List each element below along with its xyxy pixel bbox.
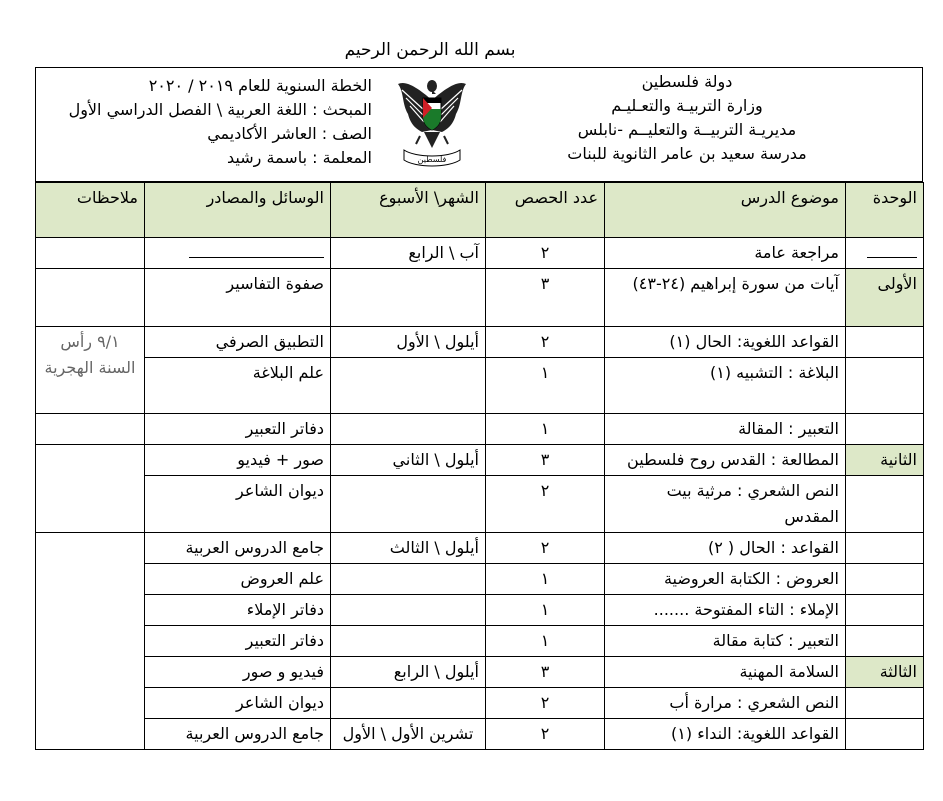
unit-cell xyxy=(846,719,924,750)
ministry-line-3: مديريـة التربيــة والتعليــم -نابلس xyxy=(577,120,797,139)
lesson-cell: مراجعة عامة xyxy=(605,238,846,269)
resources-cell: ديوان الشاعر xyxy=(145,688,331,719)
notes-cell xyxy=(36,269,145,327)
periods-cell: ١ xyxy=(486,358,605,414)
column-header-notes: ملاحظات xyxy=(36,183,145,238)
periods-cell: ١ xyxy=(486,626,605,657)
unit-cell xyxy=(846,238,924,269)
resources-cell: دفاتر التعبير xyxy=(145,414,331,445)
ministry-line-1: دولة فلسطين xyxy=(641,72,733,91)
month-week-cell: أيلول \ الثاني xyxy=(331,445,486,476)
column-header-unit: الوحدة xyxy=(846,183,924,238)
unit-cell xyxy=(846,595,924,626)
ministry-line-4: مدرسة سعيد بن عامر الثانوية للبنات xyxy=(567,144,807,163)
unit-cell: الأولى xyxy=(846,269,924,327)
resources-cell: علم البلاغة xyxy=(145,358,331,414)
unit-cell xyxy=(846,564,924,595)
periods-cell: ٢ xyxy=(486,327,605,358)
resources-cell: ديوان الشاعر xyxy=(145,476,331,533)
table-row xyxy=(36,414,924,445)
month-week-cell: آب \ الرابع xyxy=(331,238,486,269)
month-week-cell: أيلول \ الأول xyxy=(331,327,486,358)
lesson-cell: التعبير : كتابة مقالة xyxy=(605,626,846,657)
periods-cell: ٣ xyxy=(486,657,605,688)
periods-cell: ١ xyxy=(486,414,605,445)
month-week-cell xyxy=(331,414,486,445)
lesson-cell: القواعد : الحال ( ٢) xyxy=(605,533,846,564)
table-row xyxy=(36,238,924,269)
document-header xyxy=(35,67,923,182)
lesson-cell: النص الشعري : مرثية بيت المقدس xyxy=(605,476,846,533)
periods-cell: ٣ xyxy=(486,445,605,476)
month-week-cell xyxy=(331,564,486,595)
ministry-block xyxy=(537,70,837,166)
unit-cell xyxy=(846,358,924,414)
blank-line xyxy=(189,241,324,258)
resources-cell: علم العروض xyxy=(145,564,331,595)
resources-cell: جامع الدروس العربية xyxy=(145,533,331,564)
annual-plan-table xyxy=(35,182,924,750)
basmala-heading: بسم الله الرحمن الرحيم xyxy=(344,40,516,60)
palestine-emblem-icon xyxy=(396,70,468,170)
table-row xyxy=(36,564,924,595)
periods-cell: ١ xyxy=(486,564,605,595)
notes-cell xyxy=(36,445,145,533)
resources-cell: دفاتر الإملاء xyxy=(145,595,331,626)
unit-cell: الثانية xyxy=(846,445,924,476)
plan-year: الخطة السنوية للعام ٢٠١٩ / ٢٠٢٠ xyxy=(148,76,372,95)
periods-cell: ٣ xyxy=(486,269,605,327)
table-row xyxy=(36,327,924,358)
unit-cell xyxy=(846,414,924,445)
table-row xyxy=(36,533,924,564)
unit-cell xyxy=(846,626,924,657)
unit-cell xyxy=(846,533,924,564)
resources-cell: صفوة التفاسير xyxy=(145,269,331,327)
column-header-month-week: الشهر\ الأسبوع xyxy=(331,183,486,238)
month-week-cell xyxy=(331,476,486,533)
month-week-cell: تشرين الأول \ الأول xyxy=(331,719,486,750)
periods-cell: ٢ xyxy=(486,688,605,719)
svg-text:فلسطين: فلسطين xyxy=(417,155,447,164)
plan-teacher: المعلمة : باسمة رشيد xyxy=(227,148,372,167)
month-week-cell: أيلول \ الرابع xyxy=(331,657,486,688)
resources-cell: صور + فيديو xyxy=(145,445,331,476)
lesson-cell: النص الشعري : مرارة أب xyxy=(605,688,846,719)
lesson-cell: العروض : الكتابة العروضية xyxy=(605,564,846,595)
notes-cell xyxy=(36,533,145,750)
table-row xyxy=(36,269,924,327)
unit-cell xyxy=(846,476,924,533)
table-row xyxy=(36,358,924,414)
resources-cell xyxy=(145,238,331,269)
table-header-row xyxy=(36,183,924,238)
table-row xyxy=(36,719,924,750)
month-week-cell xyxy=(331,269,486,327)
column-header-periods: عدد الحصص xyxy=(486,183,605,238)
table-row xyxy=(36,688,924,719)
table-row xyxy=(36,626,924,657)
lesson-cell: البلاغة : التشبيه (١) xyxy=(605,358,846,414)
month-week-cell xyxy=(331,358,486,414)
resources-cell: التطبيق الصرفي xyxy=(145,327,331,358)
month-week-cell xyxy=(331,626,486,657)
unit-cell xyxy=(846,688,924,719)
lesson-cell: القواعد اللغوية: الحال (١) xyxy=(605,327,846,358)
unit-cell: الثالثة xyxy=(846,657,924,688)
plan-subject: المبحث : اللغة العربية \ الفصل الدراسي الأول xyxy=(68,100,372,119)
table-row xyxy=(36,657,924,688)
periods-cell: ٢ xyxy=(486,238,605,269)
resources-cell: دفاتر التعبير xyxy=(145,626,331,657)
lesson-cell: آيات من سورة إبراهيم (٢٤-٤٣) xyxy=(605,269,846,327)
periods-cell: ٢ xyxy=(486,719,605,750)
lesson-cell: السلامة المهنية xyxy=(605,657,846,688)
notes-cell: ٩/١ رأس السنة الهجرية xyxy=(36,327,145,414)
lesson-cell: التعبير : المقالة xyxy=(605,414,846,445)
table-row xyxy=(36,445,924,476)
lesson-cell: المطالعة : القدس روح فلسطين xyxy=(605,445,846,476)
table-row xyxy=(36,476,924,533)
plan-info-block xyxy=(42,74,372,170)
unit-cell xyxy=(846,327,924,358)
table-row xyxy=(36,595,924,626)
periods-cell: ٢ xyxy=(486,533,605,564)
blank-line xyxy=(867,241,917,258)
month-week-cell xyxy=(331,688,486,719)
plan-grade: الصف : العاشر الأكاديمي xyxy=(207,124,372,143)
month-week-cell: أيلول \ الثالث xyxy=(331,533,486,564)
lesson-cell: القواعد اللغوية: النداء (١) xyxy=(605,719,846,750)
ministry-line-2: وزارة التربيـة والتعـليـم xyxy=(611,96,763,115)
notes-cell xyxy=(36,238,145,269)
resources-cell: فيديو و صور xyxy=(145,657,331,688)
column-header-lesson: موضوع الدرس xyxy=(605,183,846,238)
notes-cell xyxy=(36,414,145,445)
month-week-cell xyxy=(331,595,486,626)
resources-cell: جامع الدروس العربية xyxy=(145,719,331,750)
periods-cell: ١ xyxy=(486,595,605,626)
periods-cell: ٢ xyxy=(486,476,605,533)
column-header-resources: الوسائل والمصادر xyxy=(145,183,331,238)
lesson-cell: الإملاء : التاء المفتوحة ....... xyxy=(605,595,846,626)
